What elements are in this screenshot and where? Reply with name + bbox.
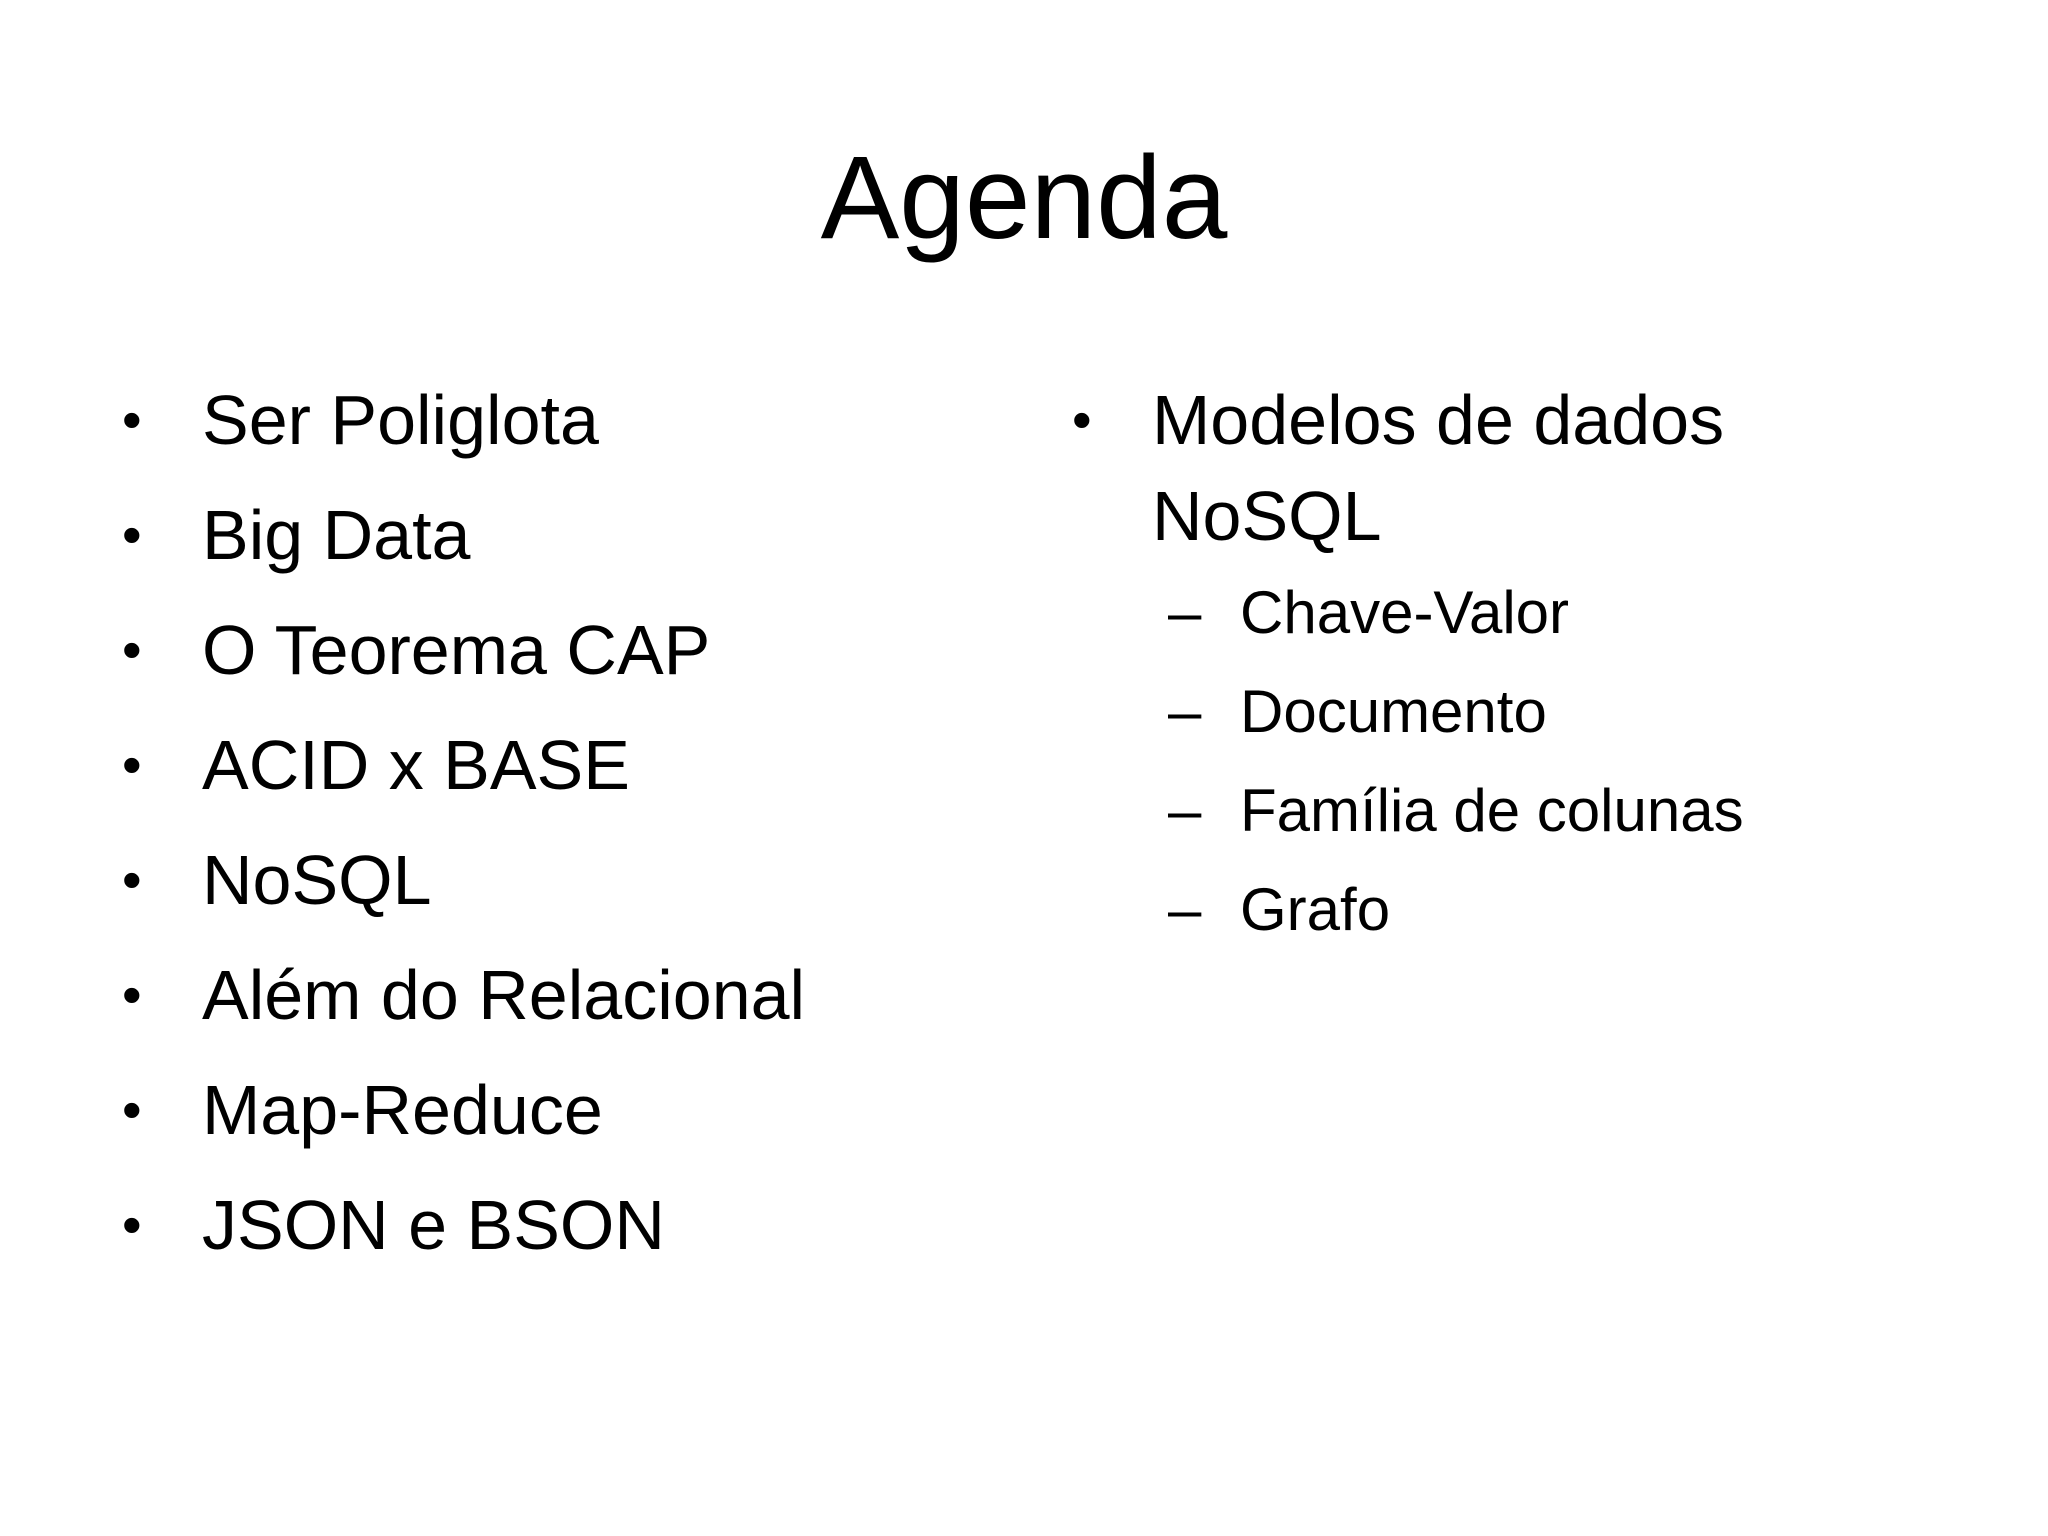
right-bullet-list (1070, 372, 1970, 968)
sub-list-item (1070, 671, 1970, 753)
list-item (1070, 372, 1970, 564)
sub-list-item-label: Documento (1240, 678, 1547, 745)
bullet-icon: • (122, 503, 142, 566)
list-item (120, 717, 1000, 813)
bullet-icon: • (122, 1193, 142, 1256)
sub-list-item (1070, 770, 1970, 852)
list-item (120, 1062, 1000, 1158)
list-item (120, 372, 1000, 468)
list-item-label: O Teorema CAP (202, 611, 711, 689)
dash-icon: – (1168, 777, 1202, 844)
dash-icon: – (1168, 678, 1202, 745)
bullet-icon: • (122, 618, 142, 681)
list-item (120, 832, 1000, 928)
list-item-label: NoSQL (202, 841, 432, 919)
bullet-icon: • (122, 1078, 142, 1141)
sub-list-item-label: Família de colunas (1240, 777, 1744, 844)
bullet-icon: • (1072, 388, 1092, 451)
list-item-label: Big Data (202, 496, 471, 574)
list-item-label: Ser Poliglota (202, 381, 599, 459)
list-item (120, 487, 1000, 583)
list-item-label: Além do Relacional (202, 956, 806, 1034)
bullet-icon: • (122, 963, 142, 1026)
dash-icon: – (1168, 876, 1202, 943)
dash-icon: – (1168, 579, 1202, 646)
bullet-icon: • (122, 388, 142, 451)
bullet-icon: • (122, 848, 142, 911)
list-item-label: JSON e BSON (202, 1186, 665, 1264)
bullet-icon: • (122, 733, 142, 796)
list-item-label: Map-Reduce (202, 1071, 603, 1149)
sub-list-item (1070, 869, 1970, 951)
left-bullet-list (120, 372, 1000, 1292)
sub-list-item (1070, 572, 1970, 654)
sub-list-item-label: Chave-Valor (1240, 579, 1570, 646)
sub-list-item-label: Grafo (1240, 876, 1391, 943)
list-item-label: Modelos de dados NoSQL (1152, 381, 1725, 555)
list-item-label: ACID x BASE (202, 726, 630, 804)
list-item (120, 947, 1000, 1043)
slide-title: Agenda (820, 132, 1228, 264)
list-item (120, 1177, 1000, 1273)
list-item (120, 602, 1000, 698)
